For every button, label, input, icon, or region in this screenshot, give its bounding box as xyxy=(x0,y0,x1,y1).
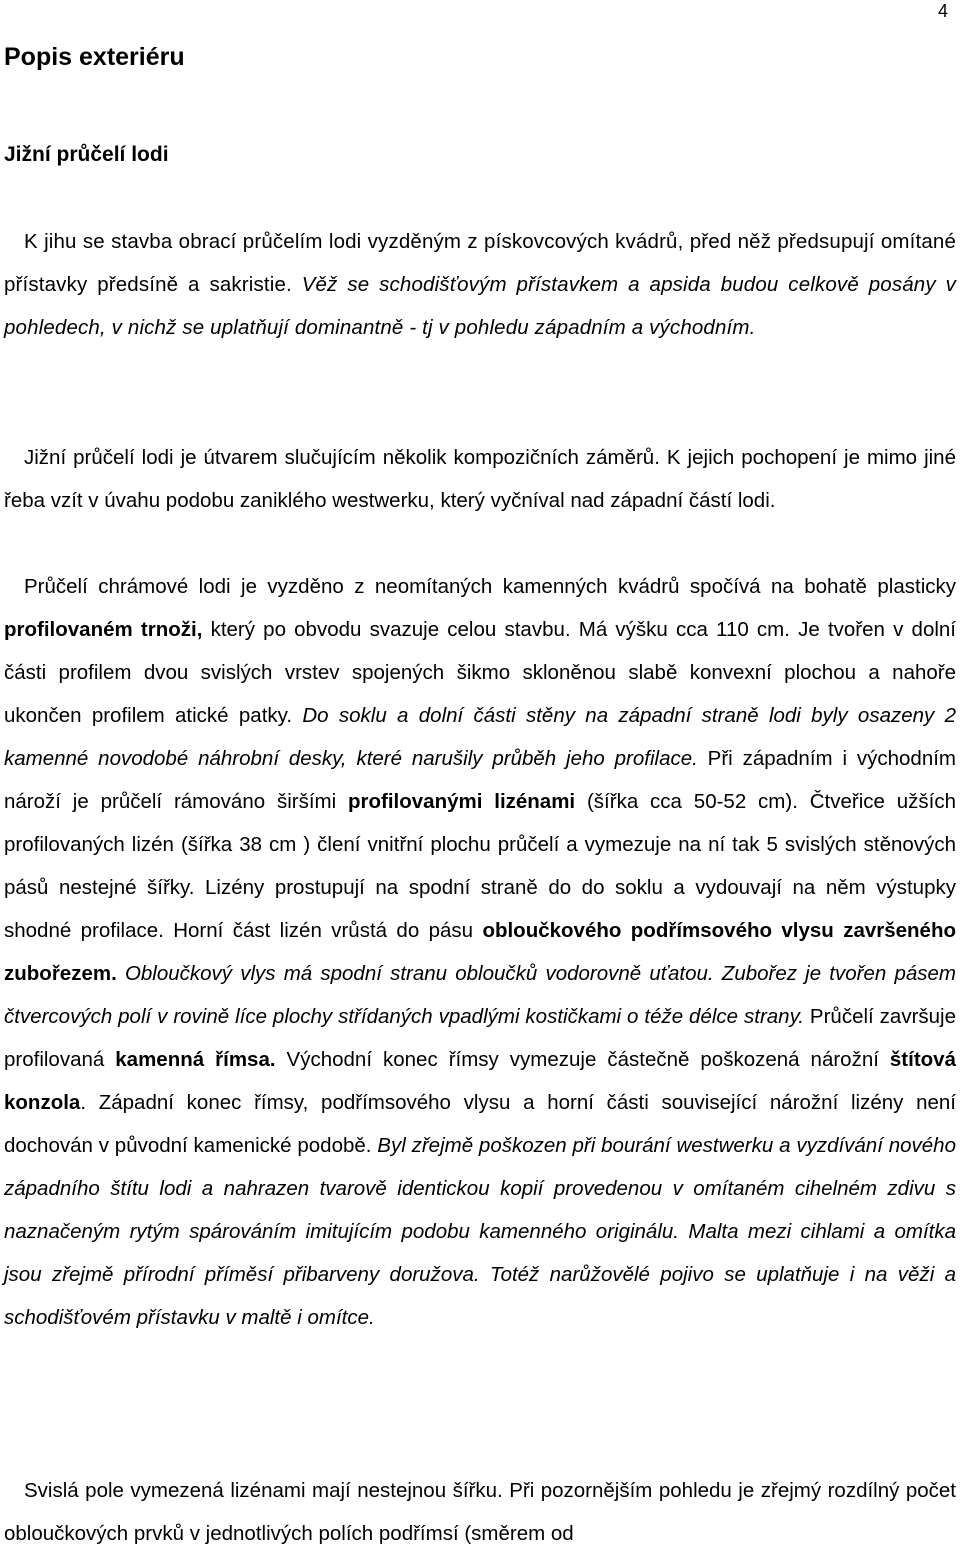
p3-italic-3: Byl zřejmě poškozen při bourání westwerku a vyzdívání nového západního štítu lodi a nahrazen tvarově identickou kopií provedenou v omítaném cihelném zdivu s naznačeným rytým spárováním imitujícím podobu kamenného originálu. Malta mezi cihlami a omítka jsou zřejmě přírodní příměsí přibarveny doružova. Totéž narůžovělé pojivo se uplatňuje i na věži a schodišťovém přístavku v maltě i omítce. xyxy=(4,1134,956,1329)
page-heading: Popis exteriéru xyxy=(4,43,185,71)
section-heading: Jižní průčelí lodi xyxy=(4,143,169,166)
p3-segment-7: . Západní konec římsy, podřímsového vlysu a horní části související nárožní lizény není dochován v původní kamenické podobě. xyxy=(4,1091,956,1157)
p3-segment-3: Při západním i východním nároží je průčelí rámováno širšími xyxy=(4,747,956,813)
paragraph-4 xyxy=(4,1469,956,1555)
paragraph-3-text xyxy=(4,565,956,1339)
p3-bold-trnoz: profilovaném trnoži, xyxy=(4,618,203,641)
p3-italic-2: Obloučkový vlys má spodní stranu obloučků vodorovně uťatou. Zubořez je tvořen pásem čtvercových polí v rovině líce plochy střídaných vpadlými kostičkami o téže délce strany. xyxy=(4,962,956,1028)
p3-segment-5: Průčelí završuje profilovaná xyxy=(4,1005,956,1071)
p3-segment-1: Průčelí chrámové lodi je vyzděno z neomítaných kamenných kvádrů spočívá na bohatě plasticky xyxy=(24,575,956,598)
p3-italic-1: Do soklu a dolní části stěny na západní straně lodi byly osazeny 2 kamenné novodobé náhrobní desky, které narušily průběh jeho profilace. xyxy=(4,704,956,770)
p3-bold-konzola: štítová konzola xyxy=(4,1048,956,1114)
paragraph-2 xyxy=(4,436,956,522)
paragraph-1-text xyxy=(4,220,956,349)
paragraph-2-text: Jižní průčelí lodi je útvarem slučujícím několik kompozičních záměrů. K jejich pochopení je mimo jiné řeba vzít v úvahu podobu zaniklého westwerku, který vyčníval nad západní částí lodi. xyxy=(4,446,956,512)
paragraph-3 xyxy=(4,565,956,1339)
paragraph-1-italic: Věž se schodišťovým přístavkem a apsida budou celkově posány v pohledech, v nichž se uplatňují dominantně - tj v pohledu západním a východním. xyxy=(4,273,956,339)
p3-bold-lizeny: profilovanými lizénami xyxy=(348,790,576,813)
p3-segment-2: který po obvodu svazuje celou stavbu. Má výšku cca 110 cm. Je tvořen v dolní části profilem dvou svislých vrstev spojených šikmo skloněnou slabě konvexní plochou a nahoře ukončen profilem atické patky. xyxy=(4,618,956,727)
p3-segment-4: (šířka cca 50-52 cm). Čtveřice užších profilovaných lizén (šířka 38 cm ) člení vnitřní plochu průčelí a vymezuje na ní tak 5 svislých stěnových pásů nestejné šířky. Lizény prostupují na spodní straně do do soklu a vydouvají na něm výstupky shodné profilace. Horní část lizén vrůstá do pásu xyxy=(4,790,956,942)
paragraph-1 xyxy=(4,220,956,349)
paragraph-1-normal: K jihu se stavba obrací průčelím lodi vyzděným z pískovcových kvádrů, před něž předsupují omítané přístavky předsíně a sakristie. xyxy=(4,230,956,296)
page-number: 4 xyxy=(937,1,948,21)
p3-bold-vlys: obloučkového podřímsového vlysu završeného zubořezem. xyxy=(4,919,956,985)
paragraph-4-text: Svislá pole vymezená lizénami mají nestejnou šířku. Při pozornějším pohledu je zřejmý rozdílný počet obloučkových prvků v jednotlivých polích podřímsí (směrem od xyxy=(4,1479,956,1545)
p3-segment-6: Východní konec římsy vymezuje částečně poškozená nárožní xyxy=(275,1048,890,1071)
p3-bold-rimsa: kamenná římsa. xyxy=(115,1048,276,1071)
